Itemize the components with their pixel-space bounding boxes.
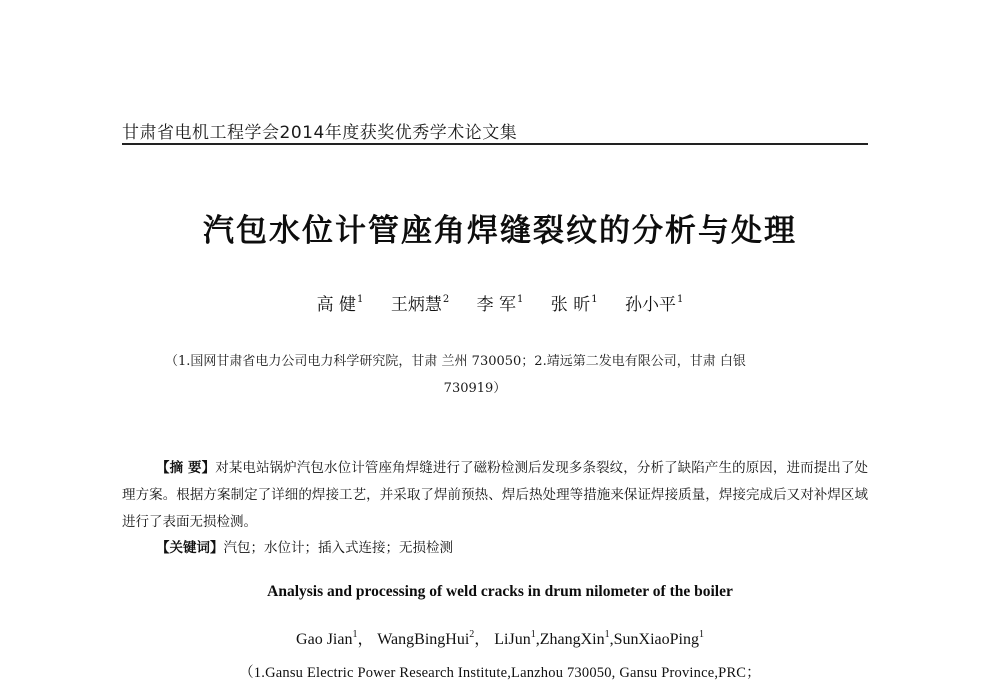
abstract-label: 【摘 要】 [156, 460, 216, 476]
affiliations [165, 348, 845, 402]
english-affiliation: （1.Gansu Electric Power Research Institute,Lanzhou 730050, Gansu Province,PRC； [239, 665, 761, 681]
english-author: ZhangXin$^1$, [539, 629, 614, 648]
author: 王炳慧$^2$ [390, 294, 450, 315]
english-title: Analysis and processing of weld cracks in drum nilometer of the boiler [267, 583, 733, 600]
author: 李 军$^1$ [476, 294, 524, 315]
author: 高 健$^1$ [316, 294, 364, 315]
header-divider [122, 143, 868, 145]
author-list [0, 290, 1000, 315]
author: 孙小平$^1$ [624, 294, 684, 315]
abstract-text: 对某电站锅炉汽包水位计管座角焊缝进行了磁粉检测后发现多条裂纹，分析了缺陷产生的原因，进而提出了处理方案。根据方案制定了详细的焊接工艺，并采取了焊前预热、焊后热处理等措施来保证焊接质量，焊接完成后又对补焊区域进行了表面无损检测。 [122, 460, 869, 530]
english-author-list [0, 626, 1000, 649]
keywords-label: 【关键词】 [156, 540, 224, 556]
author: 张 昕$^1$ [550, 294, 598, 315]
abstract [122, 455, 868, 536]
affiliation-line: 730919） [443, 381, 507, 396]
english-author: LiJun$^1$, [494, 629, 540, 648]
keywords-text: 汽包；水位计；插入式连接；无损检测 [223, 540, 453, 556]
english-author: SunXiaoPing$^1$ [613, 629, 704, 648]
running-header: 甘肃省电机工程学会2014年度获奖优秀学术论文集 [122, 123, 518, 143]
english-author: Gao Jian$^1$， [296, 629, 374, 648]
english-author: WangBingHui$^2$， [377, 629, 491, 648]
affiliation-line: （1.国网甘肃省电力公司电力科学研究院，甘肃 兰州 730050；2.靖远第二发电有限公司，甘肃 白银 [165, 354, 746, 369]
paper-title: 汽包水位计管座角焊缝裂纹的分析与处理 [203, 213, 797, 249]
keywords [156, 536, 453, 556]
